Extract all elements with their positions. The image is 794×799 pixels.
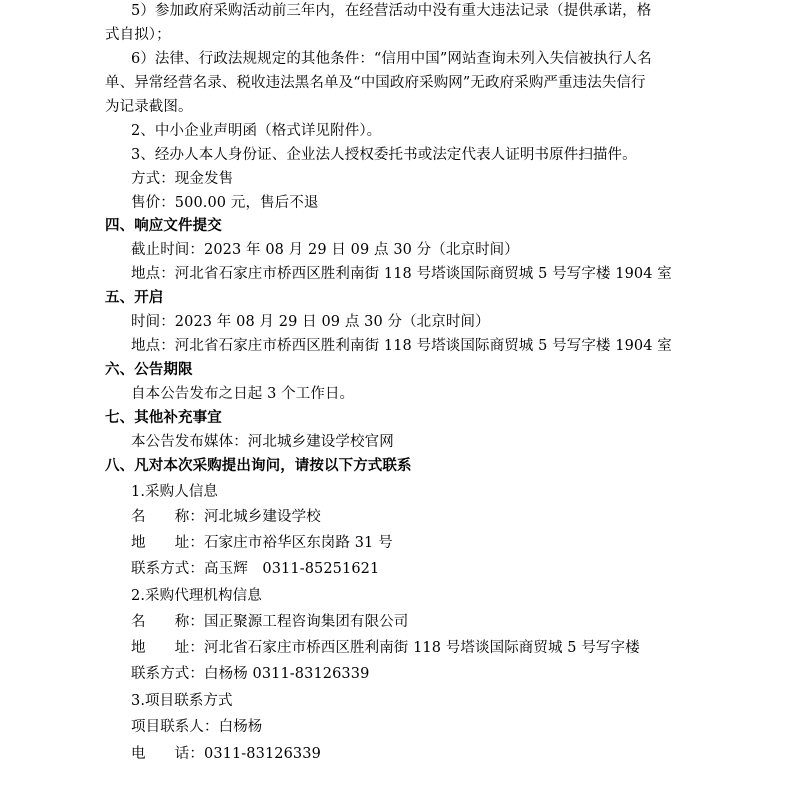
- agency-contact-label: 联系方式：: [131, 666, 204, 682]
- item5-line2: 式自拟）；: [105, 27, 171, 43]
- agency-address-row: [131, 638, 640, 658]
- item6-line1: 6）法律、行政法规规定的其他条件：“信用中国”网站查询未列入失信被执行人名: [131, 51, 652, 67]
- opening-time: 时间：2023 年 08 月 29 日 09 点 30 分（北京时间）: [131, 314, 490, 330]
- project-contact-title: 3.项目联系方式: [131, 693, 233, 709]
- purchaser-contact-label: 联系方式：: [131, 561, 204, 577]
- purchaser-address: 石家庄市裕华区东岗路 31 号: [204, 535, 393, 551]
- agency-name-row: [131, 612, 408, 632]
- notice-period: 自本公告发布之日起 3 个工作日。: [131, 386, 355, 402]
- agency-contact: 白杨杨 0311-83126339: [204, 666, 370, 682]
- item5-line1: 5）参加政府采购活动前三年内，在经营活动中没有重大违法记录（提供承诺，格: [131, 3, 652, 19]
- purchaser-info-title: 1.采购人信息: [131, 484, 219, 500]
- purchaser-contact-row: [131, 559, 379, 579]
- agency-name-label: 名 称：: [131, 614, 204, 630]
- project-person-row: [131, 717, 262, 737]
- purchaser-name-row: [131, 507, 321, 527]
- submission-location: 地点：河北省石家庄市桥西区胜利南街 118 号塔谈国际商贸城 5 号写字楼 1904 室: [131, 266, 672, 282]
- purchaser-address-row: [131, 533, 393, 553]
- opening-location: 地点：河北省石家庄市桥西区胜利南街 118 号塔谈国际商贸城 5 号写字楼 1904 室: [131, 338, 672, 354]
- project-person-label: 项目联系人：: [131, 719, 219, 735]
- project-person: 白杨杨: [218, 719, 263, 735]
- agency-info-title: 2.采购代理机构信息: [131, 588, 262, 604]
- item6-line2: 单、异常经营名录、税收违法黑名单及“中国政府采购网”无政府采购严重违法失信行: [105, 75, 646, 91]
- submission-deadline: 截止时间：2023 年 08 月 29 日 09 点 30 分（北京时间）: [131, 242, 519, 258]
- purchaser-name-label: 名 称：: [131, 509, 204, 525]
- section-heading-contact: 八、凡对本次采购提出询问，请按以下方式联系: [105, 458, 412, 474]
- doc-item-3: 3、经办人本人身份证、企业法人授权委托书或法定代表人证明书原件扫描件。: [131, 147, 637, 163]
- agency-address-label: 地 址：: [131, 640, 204, 656]
- sale-price: 售价：500.00 元，售后不退: [131, 195, 319, 211]
- project-phone: 0311-83126339: [204, 746, 321, 762]
- doc-item-2: 2、中小企业声明函（格式详见附件）。: [131, 123, 382, 139]
- section-heading-opening: 五、开启: [105, 290, 164, 306]
- agency-name: 国正聚源工程咨询集团有限公司: [204, 614, 409, 630]
- purchaser-address-label: 地 址：: [131, 535, 204, 551]
- sale-method: 方式：现金发售: [131, 171, 234, 187]
- section-heading-period: 六、公告期限: [105, 362, 193, 378]
- section-heading-submission: 四、响应文件提交: [105, 218, 222, 234]
- project-phone-row: [131, 744, 321, 764]
- section-heading-other: 七、其他补充事宜: [105, 410, 222, 426]
- agency-contact-row: [131, 664, 369, 684]
- project-phone-label: 电 话：: [131, 746, 204, 762]
- agency-address: 河北省石家庄市桥西区胜利南街 118 号塔谈国际商贸城 5 号写字楼: [204, 640, 640, 656]
- publication-media: 本公告发布媒体：河北城乡建设学校官网: [131, 434, 394, 450]
- purchaser-contact: 高玉辉 0311-85251621: [204, 561, 380, 577]
- item6-line3: 为记录截图。: [105, 99, 193, 115]
- purchaser-name: 河北城乡建设学校: [204, 509, 321, 525]
